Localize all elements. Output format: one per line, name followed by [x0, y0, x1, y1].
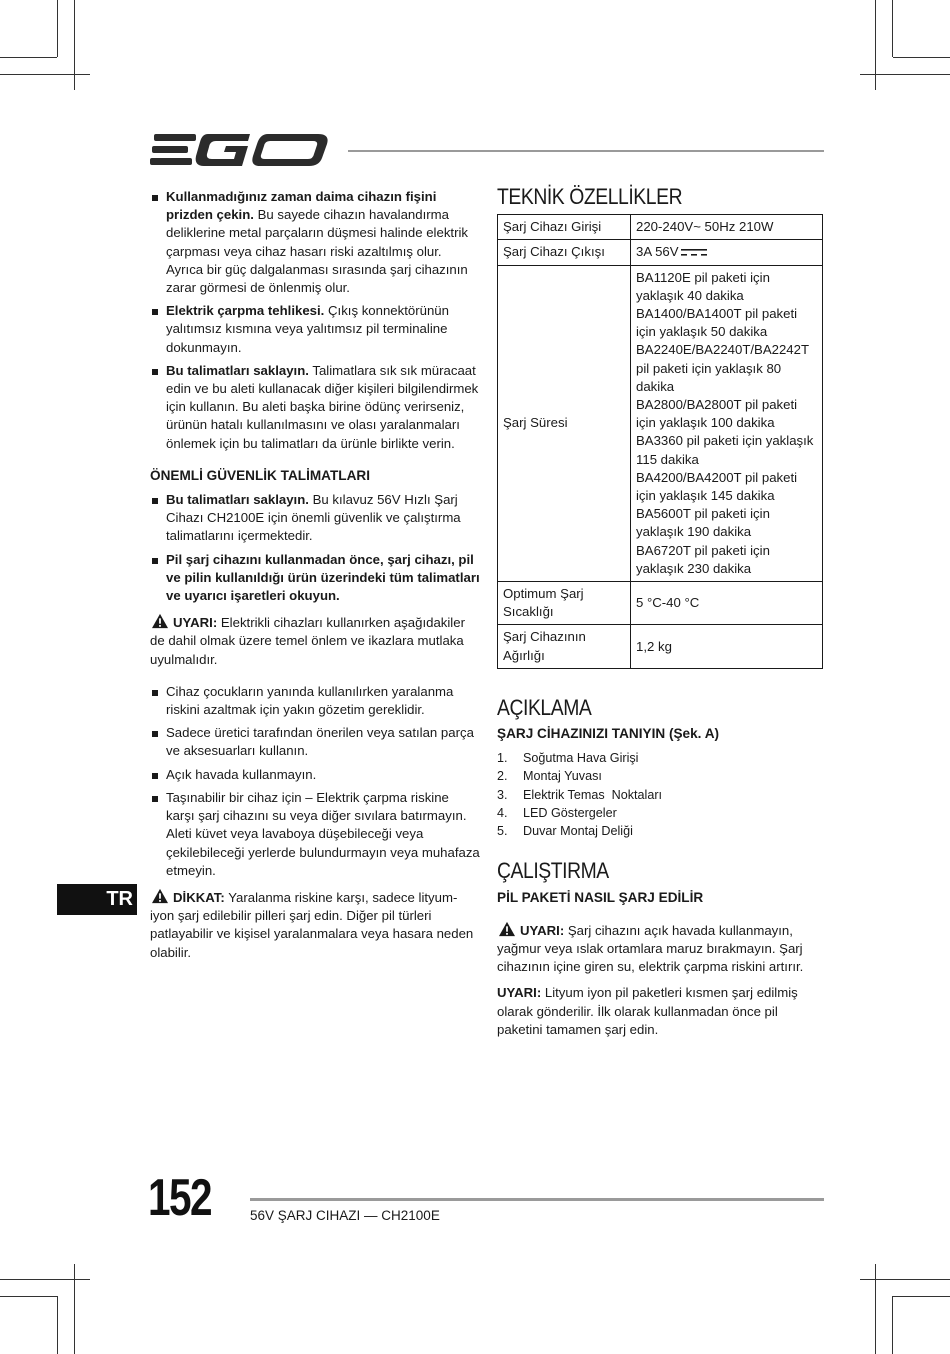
- safety-bullet: Elektrik çarpma tehlikesi. Çıkış konnektörünün yalıtımsız kısmına veya yalıtımsız pil terminaline dokunmayın.: [150, 302, 480, 357]
- description-subtitle: ŞARJ CİHAZINIZI TANIYIN (Şek. A): [497, 726, 720, 742]
- safety-bullet: Kullanmadığınız zaman daima cihazın fişini prizden çekin. Bu sayede cihazın havalandırma deliklerine metal parçaların düşmesi halinde elektrik çarpması veya cihaz hasarı riski azaltılmış olur. Ayrıca bir güç dalgalanması sırasında şarj cihazının zarar görmesi de önlenmiş olur.: [150, 188, 480, 297]
- charge-time-line: BA6720T pil paketi için yaklaşık 230 dakika: [636, 542, 770, 576]
- spec-value: 3A 56V: [631, 240, 823, 265]
- warning-triangle-icon: [150, 613, 170, 629]
- safety-bullet: Bu talimatları saklayın. Bu kılavuz 56V Hızlı Şarj Cihazı CH2100E için önemli güvenlik ve çalıştırma talimatlarını içermektedir.: [150, 491, 480, 546]
- spec-value: 1,2 kg: [631, 625, 823, 668]
- safety-bullet: Açık havada kullanmayın.: [150, 766, 480, 784]
- crop-mark: [57, 0, 58, 57]
- caution-paragraph: DİKKAT: Yaralanma riskine karşı, sadece lityum-iyon şarj edilebilir pilleri şarj edin. Diğer pil türleri patlayabilir ve kişisel yaralanmalara veya hasara neden olabilir.: [150, 889, 474, 960]
- crop-mark: [892, 0, 893, 57]
- list-item: 3. Elektrik Temas Noktaları: [497, 787, 663, 802]
- spec-value: 220-240V~ 50Hz 210W: [631, 215, 823, 240]
- warning-triangle-icon: [150, 888, 170, 904]
- spec-value: 5 °C-40 °C: [631, 582, 823, 625]
- ego-logo: [150, 128, 330, 172]
- crop-mark: [0, 74, 90, 75]
- table-row: [498, 265, 823, 581]
- crop-mark: [860, 74, 950, 75]
- footer-rule: [250, 1198, 824, 1201]
- crop-mark: [0, 1279, 90, 1280]
- crop-mark: [57, 1296, 58, 1354]
- crop-mark: [875, 0, 876, 90]
- spec-label: Şarj Cihazının Ağırlığı: [498, 625, 631, 668]
- list-item: 2. Montaj Yuvası: [497, 769, 602, 784]
- right-column: [497, 184, 825, 1047]
- left-column: [150, 188, 480, 970]
- charge-time-line: BA4200/BA4200T pil paketi için yaklaşık 145 dakika: [636, 469, 798, 504]
- header-rule: [348, 150, 824, 152]
- safety-heading: ÖNEMLİ GÜVENLİK TALİMATLARI: [150, 467, 370, 483]
- safety-bullet: Taşınabilir bir cihaz için – Elektrik çarpma riskine karşı şarj cihazını su veya diğer sıvılara batırmayın. Aleti küvet veya lavaboya düşebileceği veya çekilebileceği yerlerde bulundurmayın veya muhafaza etmeyin.: [150, 789, 480, 880]
- warning-paragraph: UYARI: Elektrikli cihazları kullanırken aşağıdakiler de dahil olmak üzere temel önlem ve ikazlara mutlaka uyulmalıdır.: [150, 615, 465, 667]
- spec-label: Şarj Cihazı Girişi: [498, 215, 631, 240]
- spec-value: [631, 265, 823, 581]
- spec-label: Optimum Şarj Sıcaklığı: [498, 582, 631, 625]
- charge-time-line: BA2240E/BA2240T/BA2242T pil paketi için yaklaşık 80 dakika: [636, 342, 809, 394]
- page-number: 152: [148, 1169, 211, 1227]
- operation-title: ÇALIŞTIRMA: [497, 858, 609, 884]
- table-row: [498, 215, 823, 240]
- warning-paragraph: UYARI: Şarj cihazını açık havada kullanmayın, yağmur veya ıslak ortamlara maruz bırakmayın. Şarj cihazının içine giren su, elektrik çarpma riskini artırır.: [497, 922, 804, 975]
- warning-paragraph: UYARI: Lityum iyon pil paketleri kısmen şarj edilmiş olarak gönderilir. İlk olarak kullanmadan önce pil paketini tamamen şarj edin.: [497, 985, 798, 1037]
- specs-title: TEKNİK ÖZELLİKLER: [497, 184, 683, 209]
- list-item: 5. Duvar Montaj Deliği: [497, 824, 633, 839]
- list-item: 4. LED Göstergeler: [497, 805, 617, 820]
- crop-mark: [893, 57, 950, 58]
- crop-mark: [0, 57, 57, 58]
- parts-list: [497, 749, 825, 840]
- crop-mark: [860, 1279, 950, 1280]
- safety-bullet: Pil şarj cihazını kullanmadan önce, şarj cihazı, pil ve pilin kullanıldığı ürün üzerindeki tüm talimatları ve uyarıcı işaretleri okuyun.: [150, 551, 480, 606]
- charge-time-line: BA2800/BA2800T pil paketi için yaklaşık 100 dakika: [636, 397, 798, 431]
- safety-bullet: Bu talimatları saklayın. Talimatlara sık sık müracaat edin ve bu aleti kullanacak diğer kişileri bilgilendirmek için kullanın. Bu aleti başka birine ödünç verirseniz, ürünün hatalı kullanılmasını ve olası yaralanmaları önlemek için bu talimatları da ürünle birlikte verin.: [150, 362, 480, 453]
- charge-time-line: BA1120E pil paketi için yaklaşık 40 dakika: [636, 269, 770, 303]
- charge-time-line: BA1400/BA1400T pil paketi için yaklaşık 50 dakika: [636, 306, 798, 340]
- table-row: [498, 625, 823, 668]
- footer-title: 56V ŞARJ CIHAZI — CH2100E: [250, 1208, 440, 1223]
- crop-mark: [0, 1296, 57, 1297]
- list-item: 1. Soğutma Hava Girişi: [497, 751, 639, 766]
- dc-symbol-icon: [681, 247, 707, 257]
- spec-label: Şarj Süresi: [498, 265, 631, 581]
- safety-bullet: Cihaz çocukların yanında kullanılırken yaralanma riskini azaltmak için yakın gözetim gereklidir.: [150, 683, 480, 719]
- description-title: AÇIKLAMA: [497, 694, 592, 720]
- crop-mark: [74, 0, 75, 90]
- spec-label: Şarj Cihazı Çıkışı: [498, 240, 631, 265]
- crop-mark: [875, 1264, 876, 1354]
- charge-time-line: BA5600T pil paketi için yaklaşık 190 dakika: [636, 506, 770, 540]
- warning-triangle-icon: [497, 921, 517, 937]
- table-row: [498, 582, 823, 625]
- charge-time-line: BA3360 pil paketi için yaklaşık 115 dakika: [636, 433, 814, 467]
- crop-mark: [74, 1264, 75, 1354]
- specs-table: [497, 214, 823, 669]
- operation-subtitle: PİL PAKETİ NASIL ŞARJ EDİLİR: [497, 889, 704, 905]
- crop-mark: [893, 1296, 950, 1297]
- crop-mark: [892, 1296, 893, 1354]
- safety-bullet: Sadece üretici tarafından önerilen veya satılan parça ve aksesuarları kullanın.: [150, 724, 480, 760]
- language-tab: TR: [57, 884, 137, 915]
- table-row: [498, 240, 823, 265]
